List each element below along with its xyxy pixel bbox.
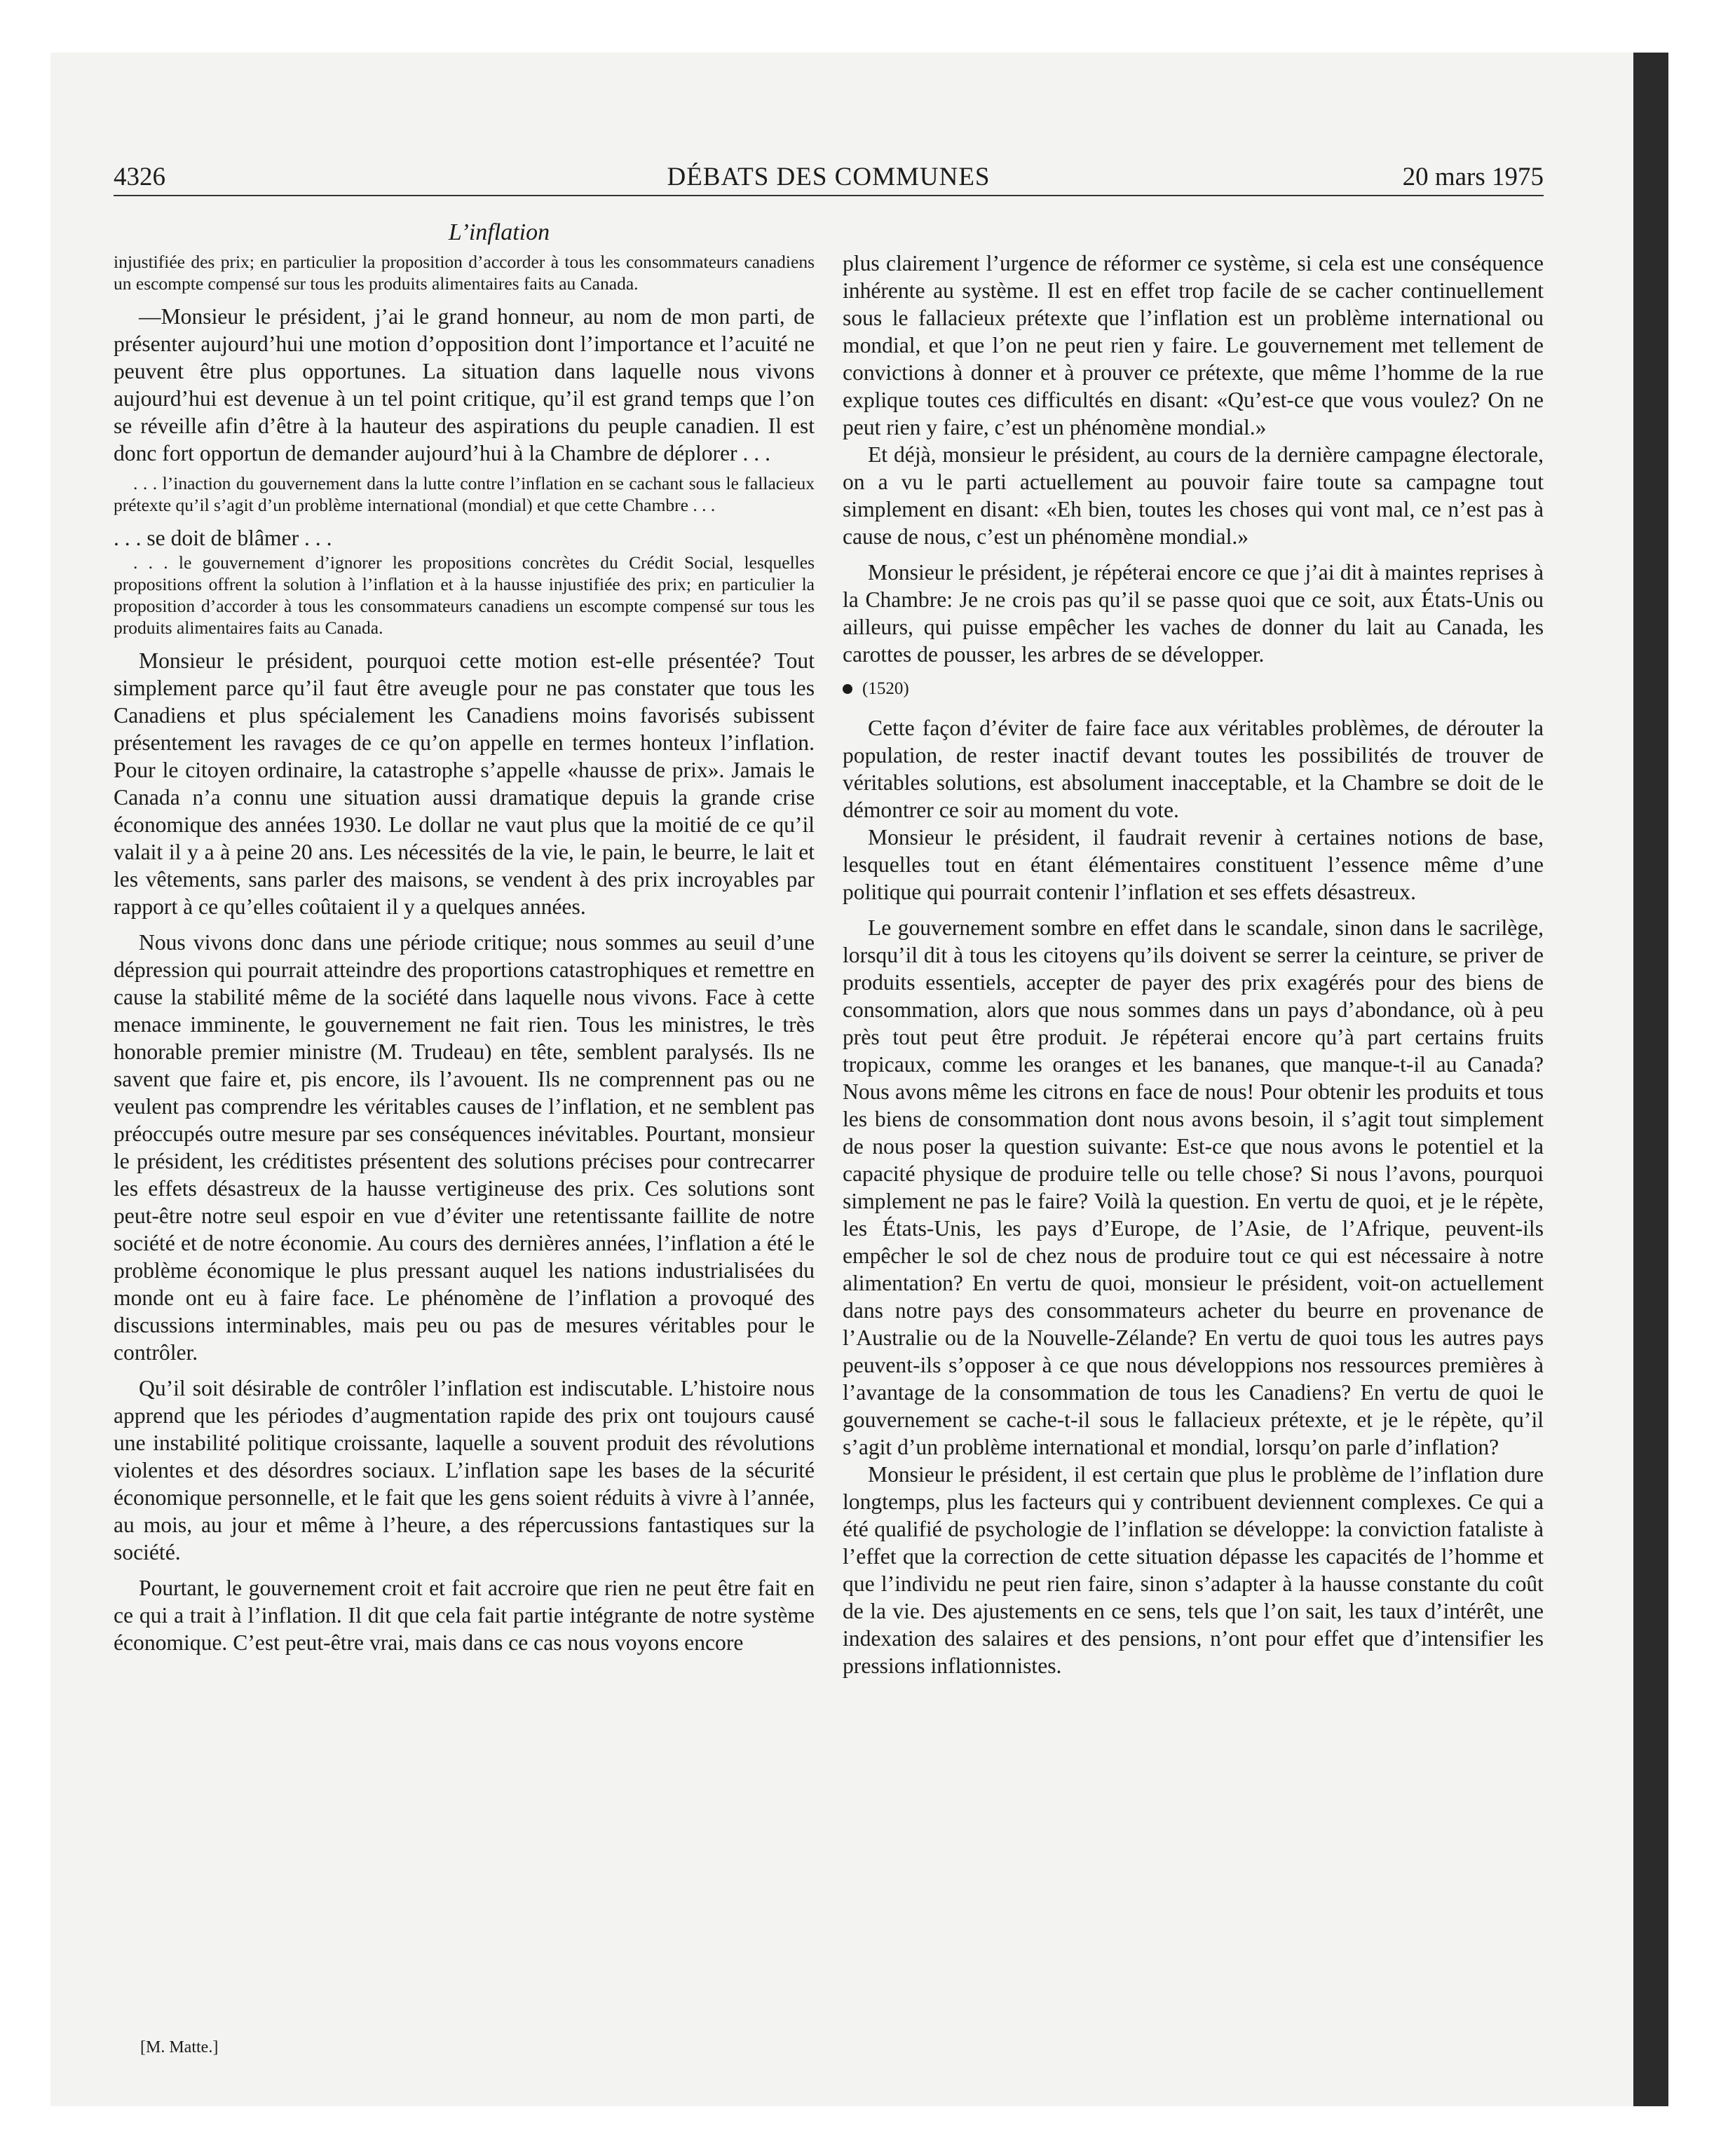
paragraph: Nous vivons donc dans une période critique; nous sommes au seuil d’une dépression qui pourrait atteindre des proportions catastrophiques et remettre en cause la stabilité même de la société dans laquelle nous vivons. Face à cette menace imminente, le gouvernement ne fait rien. Tous les ministres, le très honorable premier ministre (M. Trudeau) en tête, semblent paralysés. Ils ne savent que faire et, pis encore, ils l’avouent. Ils ne comprennent pas ou ne veulent pas comprendre les véritables causes de l’inflation, et ne semblent pas préoccupés outre mesure par ses conséquences inévitables. Pourtant, monsieur le président, les créditistes présentent des solutions précises pour contrecarrer les effets désastreux de la hausse vertigineuse des prix. Ces solutions sont peut-être notre seul espoir en vue d’éviter une retentissante faillite de notre société et de notre économie. Au cours des dernières années, l’inflation a été le problème économique le plus pressant auquel les nations industrialisées du monde ont eu à faire face. Le phénomène de l’inflation a provoqué des discussions interminables, mais peu ou pas de mesures véritables pour le contrôler. (114, 930, 815, 1365)
paragraph: plus clairement l’urgence de réformer ce système, si cela est une conséquence inhérente au système. Il est en effet trop facile de se cacher continuellement sous le fallacieux prétexte que l’inflation est un problème international ou mondial, et que l’on ne peut rien y faire. Le gouvernement met tellement de convictions à donner et à prouver ce prétexte, que même l’homme de la rue explique toutes ces difficultés en disant: «Qu’est-ce que vous voulez? On ne peut rien y faire, c’est un phénomène mondial.» (843, 251, 1544, 439)
paragraph: . . . se doit de blâmer . . . (114, 526, 332, 550)
paragraph: Pourtant, le gouvernement croit et fait accroire que rien ne peut être fait en ce qui a trait à l’inflation. Il dit que cela fait partie intégrante de notre système économique. C’est peut-être vrai, mais dans ce cas nous voyons encore (114, 1576, 815, 1655)
motion-text-end: injustifiée des prix; en particulier la proposition d’accorder à tous les consommateurs canadiens un escompte compensé sur tous les produits alimentaires faits au Canada. (114, 252, 815, 294)
paragraph: Monsieur le président, pourquoi cette motion est-elle présentée? Tout simplement parce qu’il faut être aveugle pour ne pas constater que tous les Canadiens et plus spécialement les Canadiens moins favorisés subissent présentement les ravages de ce qu’on appelle en termes honteux l’inflation. Pour le citoyen ordinaire, la catastrophe s’appelle «hausse de prix». Jamais le Canada n’a connu une situation aussi dramatique depuis la grande crise économique des années 1930. Le dollar ne vaut plus que la moitié de ce qu’il valait il y a à peine 20 ans. Les nécessités de la vie, le pain, le beurre, le lait et les vêtements, sans parler des maisons, se vendent à des prix incroyables par rapport à ce qu’elles coûtaient il y a quelques années. (114, 648, 815, 919)
left-column (114, 251, 815, 2024)
scan-edge-shadow (1633, 53, 1668, 2106)
time-marker (843, 676, 1544, 702)
paragraph: —Monsieur le président, j’ai le grand honneur, au nom de mon parti, de présenter aujourd’hui une motion d’opposition dont l’importance et l’acuité ne peuvent être plus opportunes. La situation dans laquelle nous vivons aujourd’hui est devenue à un tel point critique, qu’il est grand temps que l’on se réveille afin d’être à la hauteur des aspirations du peuple canadien. Il est donc fort opportun de demander aujourd’hui à la Chambre de déplorer . . . (114, 304, 815, 465)
section-title: L’inflation (448, 219, 550, 245)
page-date: 20 mars 1975 (1402, 163, 1544, 191)
motion-quote: . . . l’inaction du gouvernement dans la lutte contre l’inflation en se cachant sous le fallacieux prétexte qu’il s’agit d’un problème international (mondial) et que cette Chambre . . . (114, 473, 815, 515)
paragraph: Qu’il soit désirable de contrôler l’inflation est indiscutable. L’histoire nous apprend que les périodes d’augmentation rapide des prix ont toujours causé une instabilité politique croissante, laquelle a souvent produit des révolutions violentes et des désordres sociaux. L’inflation sape les bases de la sécurité économique personnelle, et le fait que les gens soient réduits à vivre à l’année, au mois, au jour et même à l’heure, a des répercussions fantastiques sur la société. (114, 1376, 815, 1564)
paragraph: Et déjà, monsieur le président, au cours de la dernière campagne électorale, on a vu le parti actuellement au pouvoir faire toute sa campagne tout simplement en disant: «Eh bien, toutes les choses qui vont mal, ce n’est pas à cause de nous, c’est un phénomène mondial.» (843, 442, 1544, 549)
time-label: (1520) (862, 679, 909, 698)
paragraph: Cette façon d’éviter de faire face aux véritables problèmes, de dérouter la population, de rester inactif devant toutes les possibilités de trouver de véritables solutions, est absolument inacceptable, et la Chambre se doit de le démontrer ce soir au moment du vote. (843, 716, 1544, 822)
right-column (843, 250, 1544, 2023)
paragraph: Monsieur le président, je répéterai encore ce que j’ai dit à maintes reprises à la Chambre: Je ne crois pas qu’il se passe quoi que ce soit, aux États-Unis ou ailleurs, qui puisse empêcher les vaches de donner du lait au Canada, les carottes de pousser, les arbres de se développer. (843, 560, 1544, 667)
publication-title: DÉBATS DES COMMUNES (667, 163, 991, 191)
motion-quote: . . . le gouvernement d’ignorer les propositions concrètes du Crédit Social, lesquelles propositions offrent la solution à l’inflation et à la hausse injustifiée des prix; en particulier la proposition d’accorder à tous les consommateurs canadiens un escompte compensé sur tous les produits alimentaires faits au Canada. (114, 552, 815, 638)
page-header (114, 160, 1544, 196)
paragraph: Le gouvernement sombre en effet dans le scandale, sinon dans le sacrilège, lorsqu’il dit à tous les citoyens qu’ils doivent se serrer la ceinture, se priver de produits essentiels, accepter de payer des prix exagérés pour des biens de consommation, alors que nous sommes dans un pays d’abondance, où à peu près tout peut être produit. Je répéterai encore qu’à part certains fruits tropicaux, comme les oranges et les bananes, que manque-t-il au Canada? Nous avons même les citrons en face de nous! Pour obtenir les produits et tous les biens de consommation dont nous avons besoin, il s’agit tout simplement de nous poser la question suivante: Est-ce que nous avons le potentiel et la capacité physique de produire telle ou telle chose? Si nous l’avons, pourquoi simplement ne pas le faire? Voilà la question. En vertu de quoi, et je le répète, les États-Unis, les pays d’Europe, de l’Asie, de l’Afrique, peuvent-ils empêcher le sol de chez nous de produire tout ce qui est nécessaire à notre alimentation? En vertu de quoi, monsieur le président, voit-on actuellement dans notre pays des consommateurs acheter du beurre en provenance de l’Australie ou de la Nouvelle-Zélande? En vertu de quoi tous les autres pays peuvent-ils s’opposer à ce que nous développions nos ressources premières à l’avantage de la consommation de tous les Canadiens? En vertu de quoi le gouvernement se cache-t-il sous le fallacieux prétexte, et je le répète, qu’il s’agit d’un problème international et mondial, lorsqu’on parle d’inflation? (843, 915, 1544, 1459)
page-number: 4326 (114, 163, 165, 191)
paragraph: Monsieur le président, il est certain que plus le problème de l’inflation dure longtemps, plus les facteurs qui y contribuent deviennent complexes. Ce qui a été qualifié de psychologie de l’inflation se développe: la conviction fataliste à l’effet que la correction de cette situation dépasse les capacités de l’homme et que l’individu ne peut rien faire, sinon s’adapter à la hausse constante du coût de la vie. Des ajustements en ce sens, tels que l’on sait, les taux d’intérêt, une indexation des salaires et des pensions, n’ont pour effet que d’intensifier les pressions inflationnistes. (843, 1462, 1544, 1678)
speaker-footer: [M. Matte.] (140, 2038, 219, 2056)
paragraph: Monsieur le président, il faudrait revenir à certaines notions de base, lesquelles tout en étant élémentaires constituent l’essence même d’une politique qui pourrait contenir l’inflation et ses effets désastreux. (843, 825, 1544, 904)
bullet-icon (843, 684, 852, 694)
